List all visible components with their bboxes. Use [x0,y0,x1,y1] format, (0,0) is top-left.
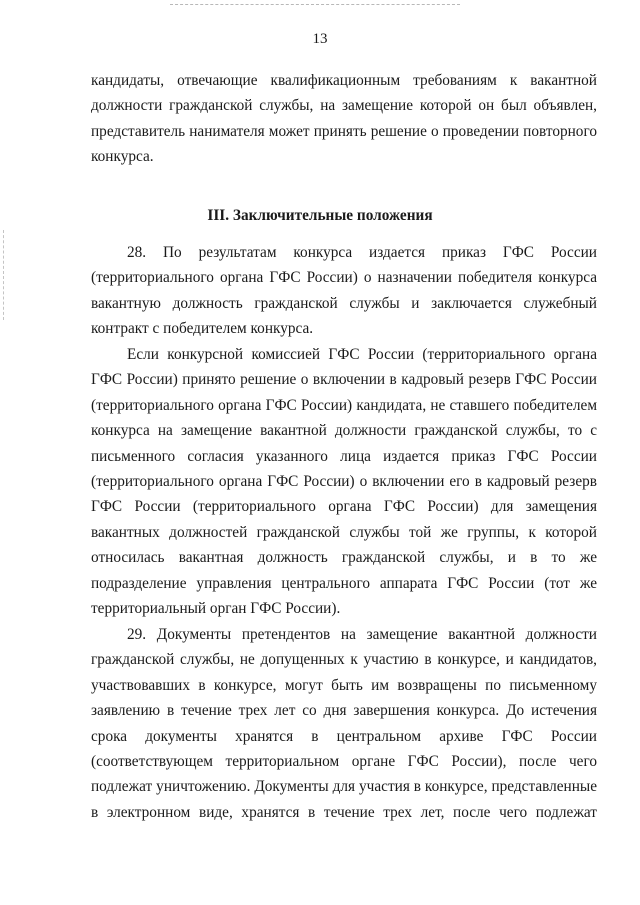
text-line: срока документы хранятся в центральном архиве ГФС России [91,727,597,745]
text-line: должности гражданской службы, на замещение которой он был объявлен, [91,97,597,115]
page-number: 13 [312,31,328,47]
text-line: вакантную должность гражданской службы и заключается служебный [91,294,597,312]
text-line: (территориального органа ГФС России) кандидата, не ставшего победителем [91,396,597,414]
paragraph-28 [91,240,597,342]
text-line: участвовавших в конкурсе, могут быть им возвращены по письменному [91,676,597,694]
text-line: (территориального органа ГФС России) о включении его в кадровый резерв [91,472,597,490]
text-line: контракт с победителем конкурса. [91,320,314,338]
text-line: ГФС России (территориального органа ГФС России) для замещения [91,498,597,516]
text-line: (соответствующем территориальном органе ГФС России), после чего [91,752,597,770]
text-line: конкурса на замещение вакантной должности гражданской службы, то с [91,422,597,440]
text-line: подразделение управления центрального аппарата ГФС России (тот же [91,574,597,592]
text-line: Если конкурсной комиссией ГФС России (территориального органа [127,346,597,363]
paragraph-29 [91,622,597,825]
scan-artifact-left [3,230,4,320]
text-line: заявлению в течение трех лет со дня завершения конкурса. До истечения [91,702,597,720]
text-line: относилась вакантная должность гражданской службы, и в то же [91,549,597,567]
text-line: гражданской службы, не допущенных к участию в конкурсе, и кандидатов, [91,651,597,669]
section-heading: III. Заключительные положения [207,207,433,224]
intro-paragraph [91,68,597,170]
text-line: вакантных должностей гражданской службы той же группы, к которой [91,523,597,541]
text-line: территориальный орган ГФС России). [91,599,341,617]
text-line: письменного согласия указанного лица издается приказ ГФС России [91,447,597,465]
text-line: представитель нанимателя может принять решение о проведении повторного [91,122,597,140]
text-line: 28. По результатам конкурса издается приказ ГФС России [127,244,597,261]
paragraph-28-reserve [91,342,597,621]
text-line: 29. Документы претендентов на замещение вакантной должности [127,626,597,643]
text-line: кандидаты, отвечающие квалификационным требованиям к вакантной [91,72,597,89]
text-line: подлежат уничтожению. Документы для участия в конкурсе, представленные [91,778,597,796]
scan-artifact-top [170,4,460,5]
text-line: (территориального органа ГФС России) о назначении победителя конкурса [91,269,597,287]
text-line: в электронном виде, хранятся в течение трех лет, после чего подлежат [91,803,597,821]
text-line: ГФС России) принято решение о включении в кадровый резерв ГФС России [91,371,597,389]
text-line: конкурса. [91,148,154,166]
